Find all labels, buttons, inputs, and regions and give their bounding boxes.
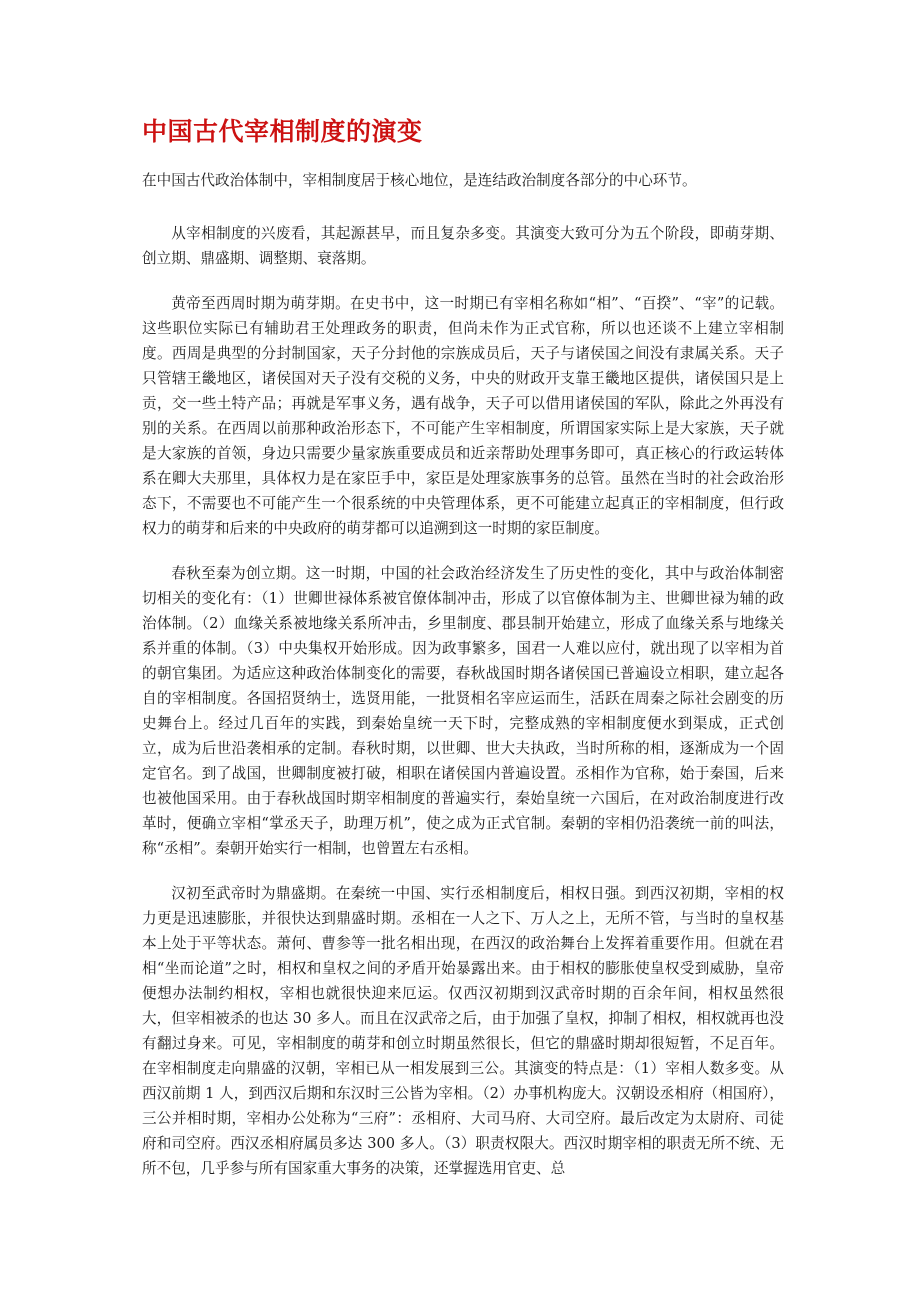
paragraph-peak-period: 汉初至武帝时为鼎盛期。在秦统一中国、实行丞相制度后，相权日强。到西汉初期，宰相的权力更是迅速膨胀，并很快达到鼎盛时期。丞相在一人之下、万人之上，无所不管，与当时的皇权基本上处于平等状态。萧何、曹参等一批名相出现，在西汉的政治舞台上发挥着重要作用。但就在君相“坐而论道”之时，相权和皇权之间的矛盾开始暴露出来。由于相权的膨胀使皇权受到威胁，皇帝便想办法制约相权，宰相也就很快迎来厄运。仅西汉初期到汉武帝时期的百余年间，相权虽然很大，但宰相被杀的也达 30 多人。而且在汉武帝之后，由于加强了皇权，抑制了相权，相权就再也没有翻过身来。可见，宰相制度的萌芽和创立时期虽然很长，但它的鼎盛时期却很短暂，不足百年。在宰相制度走向鼎盛的汉朝，宰相已从一相发展到三公。其演变的特点是：（1）宰相人数多变。从西汉前期 1 人，到西汉后期和东汉时三公皆为宰相。（2）办事机构庞大。汉朝设丞相府（相国府），三公并相时期，宰相办公处称为“三府”：丞相府、大司马府、大司空府。最后改定为太尉府、司徒府和司空府。西汉丞相府属员多达 300 多人。（3）职责权限大。西汉时期宰相的职责无所不统、无所不包，几乎参与所有国家重大事务的决策，还掌握选用官吏、总: [142, 885, 784, 1177]
paragraph-sprouting-period: 黄帝至西周时期为萌芽期。在史书中，这一时期已有宰相名称如“相”、“百揆”、“宰”的记载。这些职位实际已有辅助君王处理政务的职责，但尚未作为正式官称，所以也还谈不上建立宰相制度。西周是典型的分封制国家，天子分封他的宗族成员后，天子与诸侯国之间没有隶属关系。天子只管辖王畿地区，诸侯国对天子没有交税的义务，中央的财政开支靠王畿地区提供，诸侯国只是上贡，交一些土特产品；再就是军事义务，遇有战争，天子可以借用诸侯国的军队，除此之外再没有别的关系。在西周以前那种政治形态下，不可能产生宰相制度，所谓国家实际上是大家族，天子就是大家族的首领，身边只需要少量家族重要成员和近亲帮助处理事务即可，真正核心的行政运转体系在卿大夫那里，具体权力是在家臣手中，家臣是处理家族事务的总管。虽然在当时的社会政治形态下，不需要也不可能产生一个很系统的中央管理体系，更不可能建立起真正的宰相制度，但行政权力的萌芽和后来的中央政府的萌芽都可以追溯到这一时期的家臣制度。: [142, 295, 784, 537]
document-page: [142, 112, 784, 1201]
paragraph-stages-overview: 从宰相制度的兴废看，其起源甚早，而且复杂多变。其演变大致可分为五个阶段，即萌芽期、创立期、鼎盛期、调整期、衰落期。: [142, 225, 784, 267]
document-title: 中国古代宰相制度的演变: [142, 117, 423, 146]
paragraph-intro: 在中国古代政治体制中，宰相制度居于核心地位，是连结政治制度各部分的中心环节。: [142, 172, 697, 189]
paragraph-founding-period: 春秋至秦为创立期。这一时期，中国的社会政治经济发生了历史性的变化，其中与政治体制密切相关的变化有：（1）世卿世禄体系被官僚体制冲击，形成了以官僚体制为主、世卿世禄为辅的政治体制。（2）血缘关系被地缘关系所冲击，乡里制度、郡县制开始建立，形成了血缘关系与地缘关系并重的体制。（3）中央集权开始形成。因为政事繁多，国君一人难以应付，就出现了以宰相为首的朝官集团。为适应这种政治体制变化的需要，春秋战国时期各诸侯国已普遍设立相职，建立起各自的宰相制度。各国招贤纳士，选贤用能，一批贤相名宰应运而生，活跃在周秦之际社会剧变的历史舞台上。经过几百年的实践，到秦始皇统一天下时，完整成熟的宰相制度便水到渠成，正式创立，成为后世沿袭相承的定制。春秋时期，以世卿、世大夫执政，当时所称的相，逐渐成为一个固定官名。到了战国，世卿制度被打破，相职在诸侯国内普遍设置。丞相作为官称，始于秦国，后来也被他国采用。由于春秋战国时期宰相制度的普遍实行，秦始皇统一六国后，在对政治制度进行改革时，便确立宰相“掌丞天子，助理万机”，使之成为正式官制。秦朝的宰相仍沿袭统一前的叫法，称“丞相”。秦朝开始实行一相制，也曾置左右丞相。: [142, 565, 784, 857]
